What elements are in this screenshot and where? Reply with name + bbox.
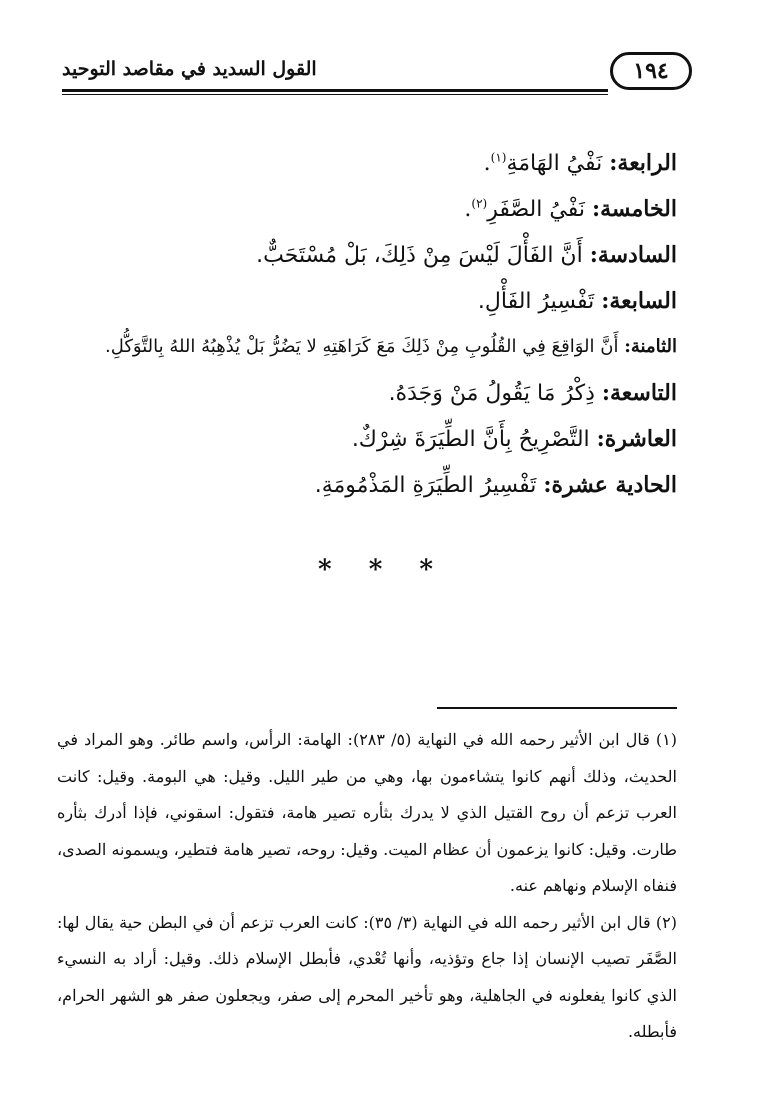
footnote-2: (٢) قال ابن الأثير رحمه الله في النهاية (٣/ ٣٥): كانت العرب تزعم أن في البطن حية يقال لها: الصَّفَر تصيب الإنسان إذا جاع وتؤذيه، وأنها تُعْدي، فأبطل الإسلام ذلك. وقيل: أراد به النسيء الذي كانوا يفعلونه في الجاهلية، وهو تأخير المحرم إلى صفر، ويجعلون صفر هو الشهر الحرام، فأبطله.: [57, 912, 677, 1041]
header-rule-thin: [62, 94, 608, 95]
list-item: [87, 370, 677, 416]
footnotes: [57, 722, 677, 1051]
item-label: الرابعة:: [609, 150, 677, 176]
item-tail: .: [464, 197, 472, 222]
item-label: التاسعة:: [601, 380, 677, 406]
item-text: أَنَّ الوَاقِعَ فِي القُلُوبِ مِنْ ذَلِكَ مَعَ كَرَاهَتِهِ لا يَضُرُّ بَلْ يُذْهِبُهُ اللهُ بِالتَّوَكُّلِ.: [104, 336, 619, 357]
list-item: [87, 232, 677, 278]
item-label: السابعة:: [601, 288, 677, 314]
item-text: تَفْسِيرُ الطِّيَرَةِ المَذْمُومَةِ.: [314, 473, 537, 498]
section-separator: * * *: [318, 555, 447, 585]
item-text: ذِكْرُ مَا يَقُولُ مَنْ وَجَدَهُ.: [388, 381, 595, 406]
list-item: [87, 186, 677, 232]
item-text: التَّصْرِيحُ بِأَنَّ الطِّيَرَةَ شِرْكٌ.: [351, 427, 590, 452]
page-header: [62, 52, 692, 98]
footnote-rule: [437, 707, 677, 709]
list-item: [87, 462, 677, 508]
item-label: الخامسة:: [591, 196, 677, 222]
list-item: [87, 278, 677, 324]
item-text: نَفْيُ الصَّفَرِ: [487, 197, 585, 222]
page-number-badge: ١٩٤: [610, 52, 692, 90]
item-label: الحادية عشرة:: [543, 472, 677, 498]
footnote-1: (١) قال ابن الأثير رحمه الله في النهاية (٥/ ٢٨٣): الهامة: الرأس، واسم طائر. وهو المراد في الحديث، وذلك أنهم كانوا يتشاءمون بها، وهي من طير الليل. وقيل: هي البومة. وقيل: كانت العرب تزعم أن روح القتيل الذي لا يدرك بثأره تصير هامة، فتقول: اسقوني، فإذا أدرك بثأره طارت. وقيل: كانوا يزعمون أن عظام الميت. وقيل: روحه، تصير هامة فتطير، ويسمونه الصدى، فنفاه الإسلام ونهاهم عنه.: [57, 730, 678, 895]
item-text: تَفْسِيرُ الفَأْلِ.: [477, 289, 595, 314]
item-label: العاشرة:: [596, 426, 677, 452]
list-item: [87, 140, 677, 186]
item-text: أَنَّ الفَأْلَ لَيْسَ مِنْ ذَلِكَ، بَلْ مُسْتَحَبٌّ.: [256, 243, 583, 268]
footnote-reference[interactable]: (١): [490, 150, 507, 165]
item-label: الثامنة:: [624, 336, 677, 357]
footnote-reference[interactable]: (٢): [471, 196, 488, 211]
running-title: القول السديد في مقاصد التوحيد: [62, 58, 317, 80]
item-text: نَفْيُ الهَامَةِ: [506, 151, 603, 176]
list-item: [87, 324, 677, 370]
item-tail: .: [483, 151, 491, 176]
list-item: [87, 416, 677, 462]
lesson-points-list: [87, 140, 677, 508]
header-rule: [62, 89, 608, 92]
item-label: السادسة:: [589, 242, 677, 268]
